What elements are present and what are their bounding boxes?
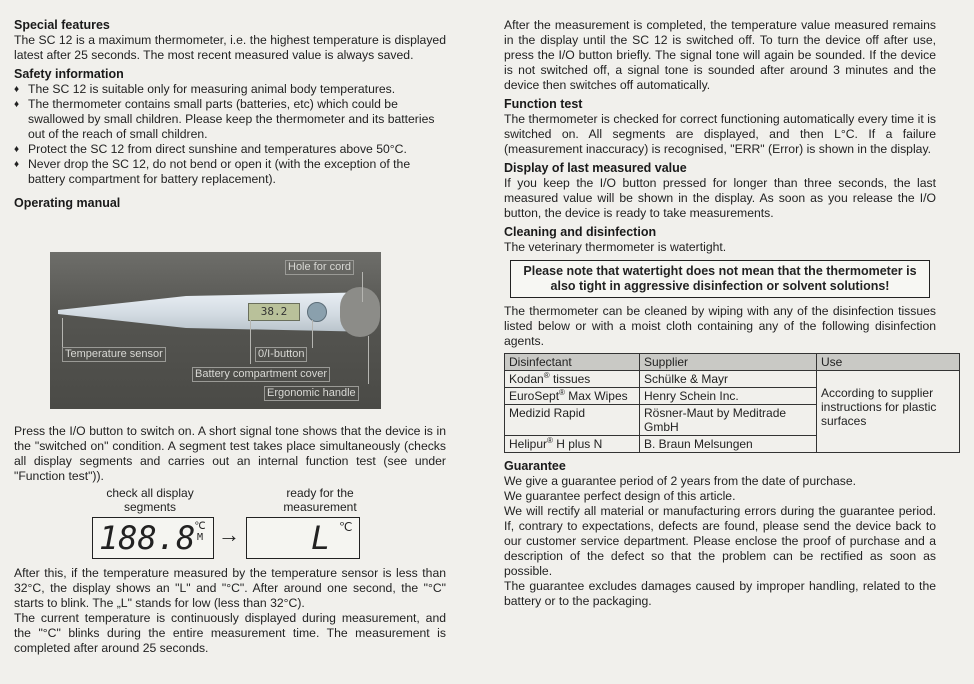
press-text: Press the I/O button to switch on. A short signal tone shows that the device is in the "switched on" condition. A segment test takes place simultaneously (checks all display segments and carries out an internal function test (see under "Function test")). bbox=[14, 424, 446, 483]
cleaning-text-2: The thermometer can be cleaned by wiping with any of the disinfection tissues listed below or with a moist cloth containing any of the following disinfection agents. bbox=[504, 304, 936, 348]
lcd-sequence bbox=[80, 486, 440, 563]
table-header-row bbox=[505, 354, 960, 371]
arrow-right-icon: → bbox=[218, 522, 240, 547]
last-value-text: If you keep the I/O button pressed for longer than three seconds, the last measured value will be shown in the display. As soon as you release the I/O button, the device is ready to take measurements. bbox=[504, 176, 936, 220]
cleaning-heading: Cleaning and disinfection bbox=[504, 225, 657, 239]
guarantee-p4: The guarantee excludes damages caused by improper handling, related to the battery or to the packaging. bbox=[504, 579, 936, 608]
table-cell: Henry Schein Inc. bbox=[640, 388, 817, 405]
on-off-button-graphic bbox=[307, 302, 327, 322]
lcd-low-letter: L bbox=[311, 519, 331, 557]
after-measure-text: After the measurement is completed, the temperature value measured remains in the display until the SC 12 is switched off. To turn the device off after use, press the I/O button briefly. The signal tone will again be sounded. If the device is not switched off, a signal tone is sounded after around 3 minutes and the device then switches off automatically. bbox=[504, 18, 936, 92]
bullet-icon: ♦ bbox=[14, 84, 20, 95]
watertight-note: Please note that watertight does not mean that the thermometer is also tight in aggressive disinfection or solvent solutions! bbox=[510, 260, 930, 298]
last-value-heading: Display of last measured value bbox=[504, 161, 687, 175]
bullet-icon: ♦ bbox=[14, 159, 20, 170]
bullet-icon: ♦ bbox=[14, 144, 20, 155]
label-on-off-button: 0/I-button bbox=[255, 347, 307, 362]
lcd-units: ℃ M bbox=[194, 521, 206, 543]
column-header: Use bbox=[817, 354, 960, 371]
column-header: Disinfectant bbox=[505, 354, 640, 371]
thermometer-display: 38.2 bbox=[248, 303, 300, 321]
after-block bbox=[14, 566, 446, 656]
lcd-digits: 188.8 bbox=[99, 519, 196, 557]
thermometer-body bbox=[58, 292, 378, 332]
cleaning-text: The veterinary thermometer is watertight. bbox=[504, 240, 727, 254]
thermometer-photo bbox=[50, 252, 381, 409]
safety-item: ♦ Never drop the SC 12, do not bend or open it (with the exception of the battery compartment for battery replacement). bbox=[14, 157, 411, 186]
guarantee-heading: Guarantee bbox=[504, 459, 566, 473]
special-features-text: The SC 12 is a maximum thermometer, i.e. the highest temperature is displayed latest after 25 seconds. The most recent measured value is always saved. bbox=[14, 33, 446, 62]
table-cell: Kodan® tissues bbox=[505, 371, 640, 388]
use-cell: According to supplier instructions for plastic surfaces bbox=[817, 371, 960, 453]
press-block bbox=[14, 424, 446, 484]
label-hole-for-cord: Hole for cord bbox=[285, 260, 354, 275]
safety-list bbox=[14, 82, 446, 187]
special-features-heading: Special features bbox=[14, 18, 110, 32]
bullet-icon: ♦ bbox=[14, 99, 20, 110]
guarantee-p2: We guarantee perfect design of this article. bbox=[504, 489, 736, 503]
function-test-heading: Function test bbox=[504, 97, 583, 111]
guarantee-p3: We will rectify all material or manufacturing errors during the guarantee period. If, contrary to expectations, defects are found, please send the device back to our customer service department. Please enclose the proof of purchase and a description of the defect so that the problem can be rectified as soon as possible. bbox=[504, 504, 936, 578]
safety-item: ♦ The SC 12 is suitable only for measuring animal body temperatures. bbox=[14, 82, 396, 96]
safety-item: ♦ Protect the SC 12 from direct sunshine and temperatures above 50°C. bbox=[14, 142, 407, 156]
left-column bbox=[14, 0, 446, 211]
lcd-caption-right: ready for the measurement bbox=[283, 486, 357, 514]
table-cell: EuroSept® Max Wipes bbox=[505, 388, 640, 405]
after-text: After this, if the temperature measured by the temperature sensor is less than 32°C, the display shows an "L" and "°C". After around one second, the "°C" starts to blink. The „L" stands for low (less than 32°C). bbox=[14, 566, 446, 610]
column-header: Supplier bbox=[640, 354, 817, 371]
function-test-text: The thermometer is checked for correct functioning automatically every time it is switched on. All segments are displayed, and then L°C. If a failure (measurement inaccuracy) is recognised, "ERR" (Error) is shown in the display. bbox=[504, 112, 936, 156]
table-row bbox=[505, 371, 960, 388]
label-temperature-sensor: Temperature sensor bbox=[62, 347, 166, 362]
guarantee-p1: We give a guarantee period of 2 years from the date of purchase. bbox=[504, 474, 857, 488]
table-cell: Schülke & Mayr bbox=[640, 371, 817, 388]
ergonomic-handle-cap bbox=[340, 287, 380, 337]
table-cell: B. Braun Melsungen bbox=[640, 436, 817, 453]
lcd-segment-test bbox=[92, 517, 214, 559]
table-cell: Rösner-Maut by Meditrade GmbH bbox=[640, 405, 817, 436]
table-cell: Medizid Rapid bbox=[505, 405, 640, 436]
disinfectant-table bbox=[504, 353, 960, 453]
lcd-celsius-unit: ℃ bbox=[339, 520, 353, 534]
operating-manual-heading: Operating manual bbox=[14, 196, 121, 210]
safety-item: ♦ The thermometer contains small parts (batteries, etc) which could be swallowed by small children. Please keep the thermometer and its batteries out of the reach of small children. bbox=[14, 97, 435, 141]
label-battery-cover: Battery compartment cover bbox=[192, 367, 330, 382]
table-cell: Helipur® H plus N bbox=[505, 436, 640, 453]
label-ergonomic-handle: Ergonomic handle bbox=[264, 386, 359, 401]
current-text: The current temperature is continuously displayed during measurement, and the "°C" blinks during the entire measurement time. The measurement is completed after around 25 seconds. bbox=[14, 611, 446, 655]
right-column bbox=[504, 0, 936, 609]
lcd-caption-left: check all display segments bbox=[106, 486, 194, 514]
safety-heading: Safety information bbox=[14, 67, 124, 81]
lcd-ready bbox=[246, 517, 360, 559]
